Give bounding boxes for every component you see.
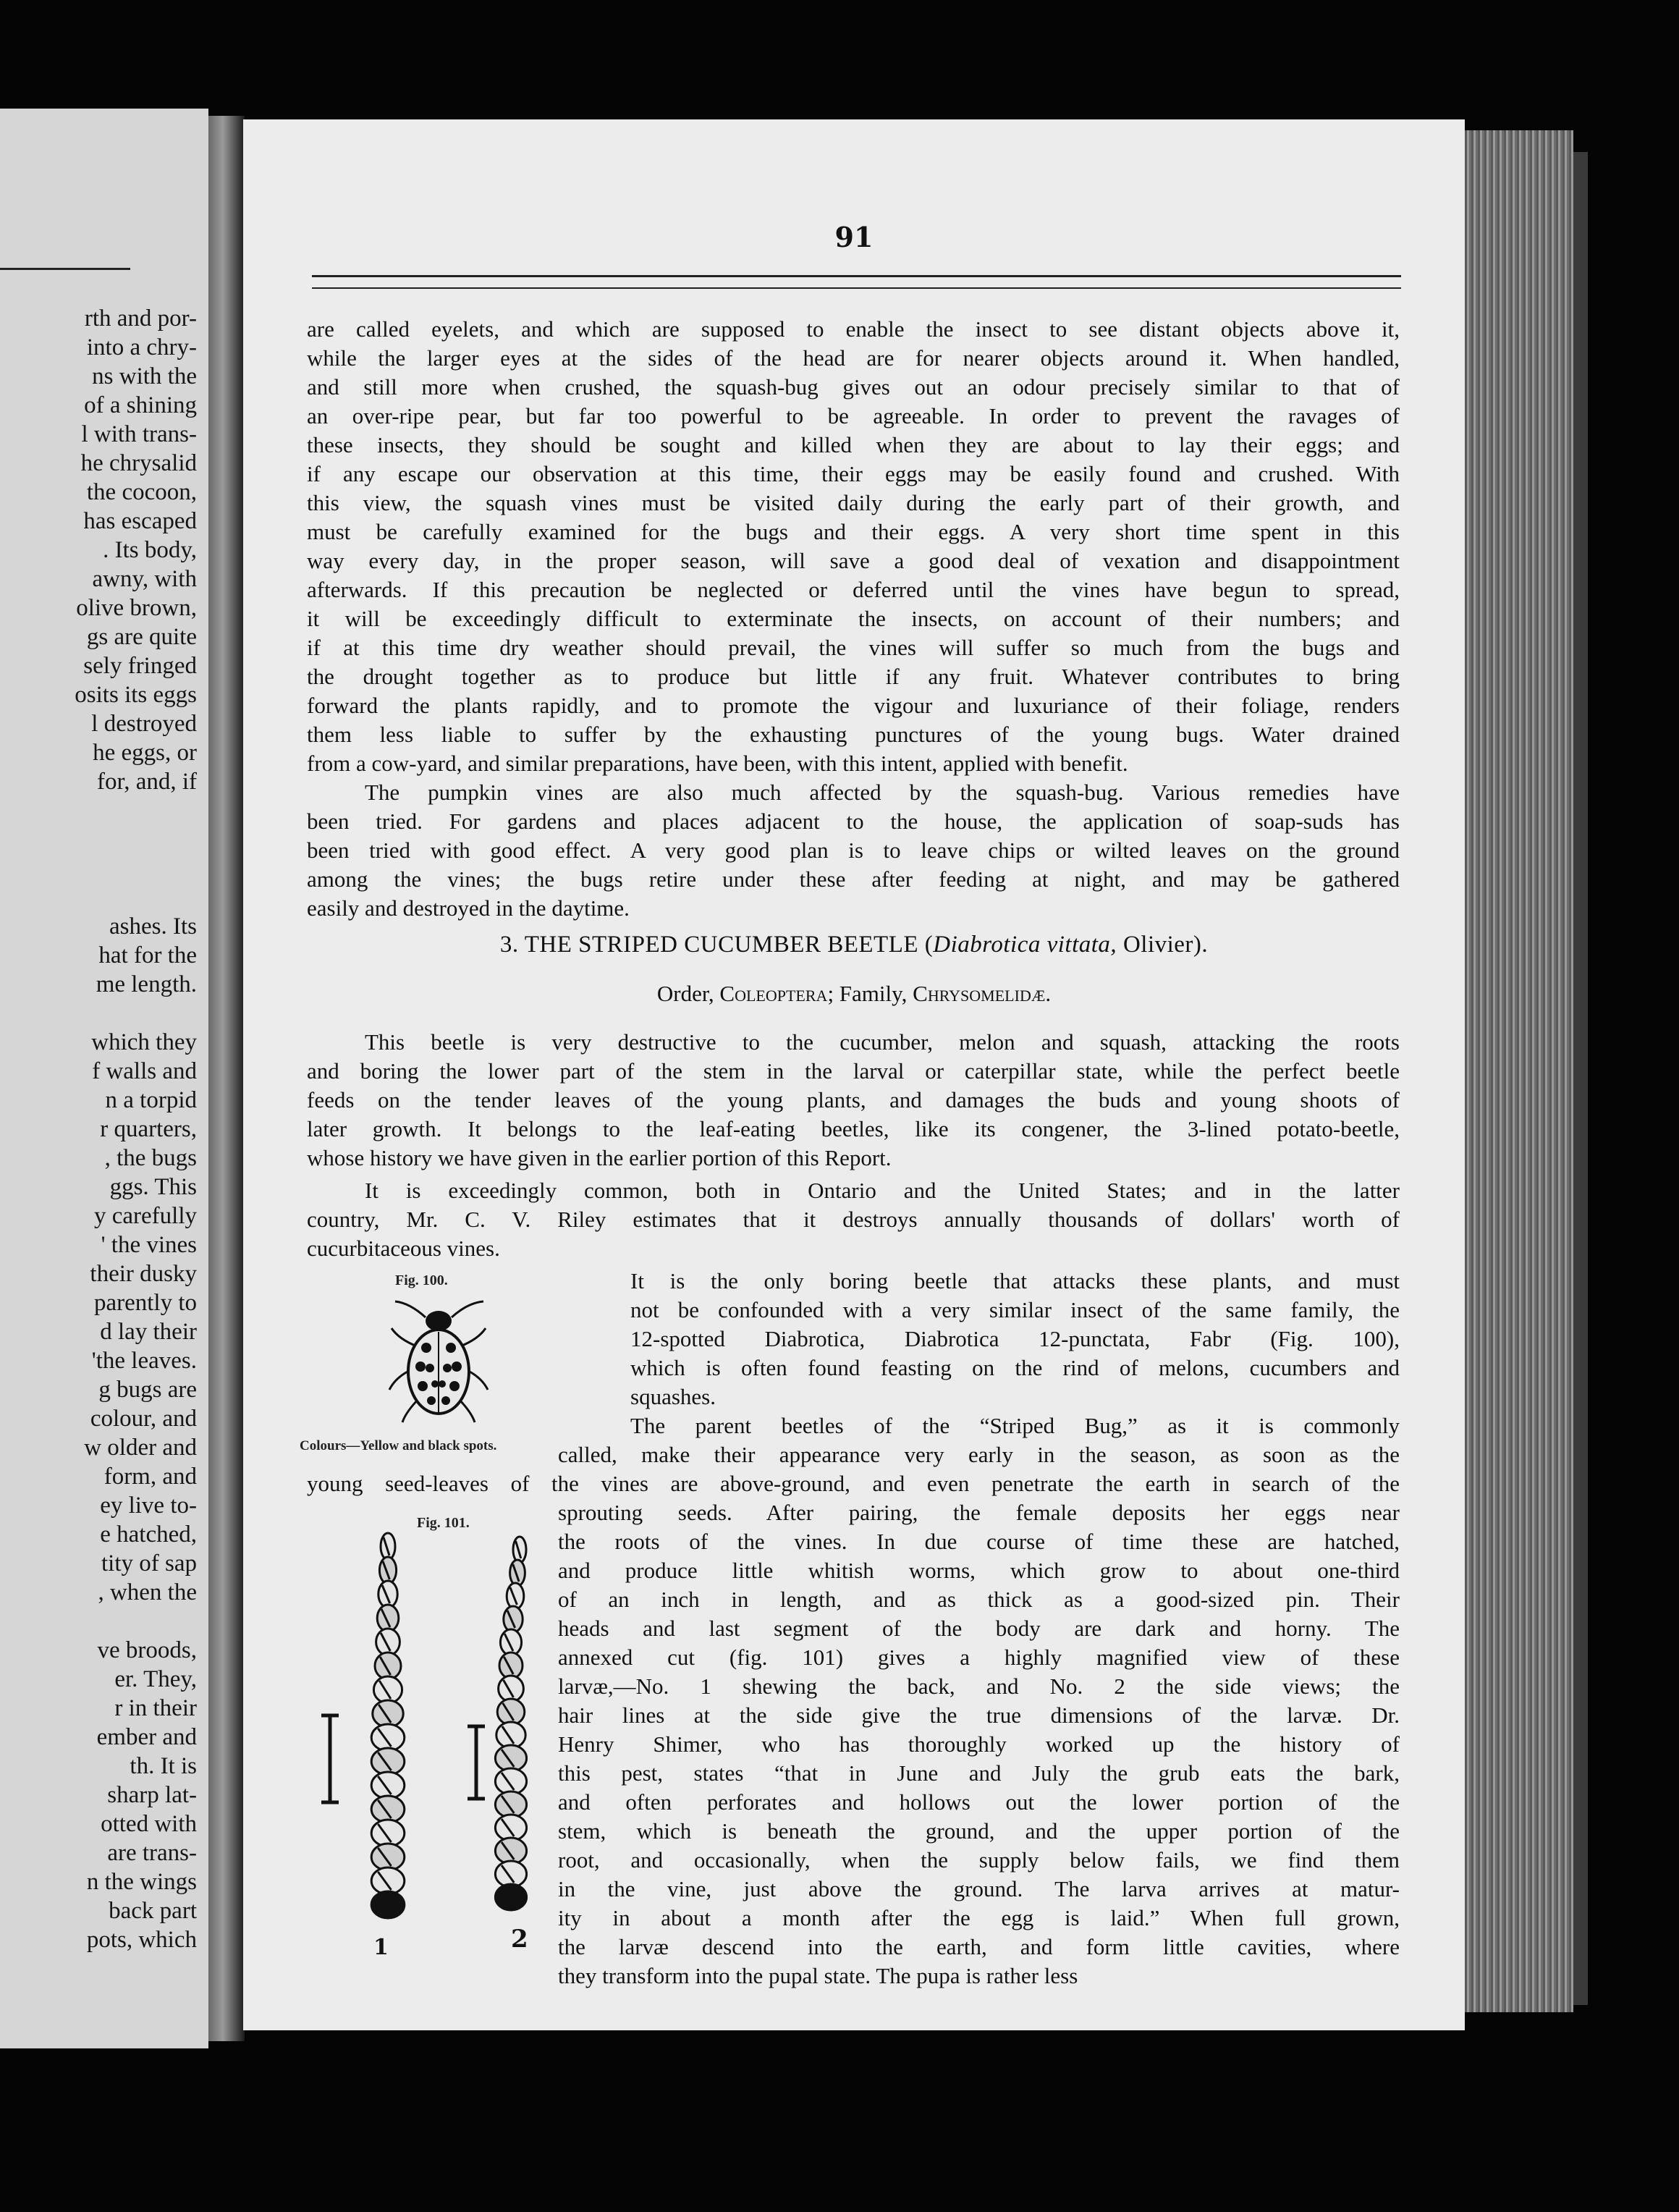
left-page-line: g bugs are (98, 1377, 197, 1403)
text-line: called, make their appearance very early in the season, as soon as the (558, 1442, 1400, 1467)
left-page-line: ns with the (92, 363, 197, 389)
left-page-line: r quarters, (100, 1116, 197, 1142)
text-line: in the vine, just above the ground. The larva arrives at matur- (558, 1876, 1400, 1901)
text-line: larvæ,—No. 1 shewing the back, and No. 2 the side views; the (558, 1673, 1400, 1699)
order-name: Coleoptera (719, 981, 828, 1006)
larva-segment (507, 1583, 524, 1609)
paragraph-prevalence (307, 1176, 1400, 1263)
left-page-line: ey live to- (100, 1493, 197, 1519)
larva-segment (373, 1676, 402, 1703)
text-line: it will be exceedingly difficult to exterminate the insects, on account of their numbers; and (307, 606, 1400, 631)
text-line: hair lines at the side give the true dimensions of the larvæ. Dr. (558, 1702, 1400, 1728)
left-page-line: otted with (101, 1811, 197, 1837)
larva-segment (371, 1772, 405, 1799)
left-page-line: ggs. This (109, 1174, 197, 1200)
fig-100-caption: Colours—Yellow and black spots. (300, 1438, 497, 1453)
left-page-line: olive brown, (76, 595, 197, 621)
larva-segment (378, 1581, 397, 1608)
left-page-line: l with trans- (81, 421, 197, 447)
text-line: and boring the lower part of the stem in the larval or caterpillar state, while the perfect beetle (307, 1058, 1400, 1084)
text-line: this pest, states “that in June and July the grub eats the bark, (558, 1760, 1400, 1786)
text-line: been tried. For gardens and places adjacent to the house, the application of soap-suds has (307, 809, 1400, 834)
left-page-line: er. They, (114, 1666, 197, 1692)
left-page-line: back part (102, 1898, 197, 1924)
family-name: Chrysomelidæ. (913, 981, 1052, 1006)
left-page-line: form, and (98, 1464, 197, 1490)
larva-segment (371, 1844, 405, 1870)
paragraph-parent-beetles-wide (558, 1440, 1400, 1469)
text-line: sprouting seeds. After pairing, the female deposits her eggs near (558, 1500, 1400, 1525)
left-page-line (0, 796, 197, 825)
larva-segment (373, 1700, 403, 1727)
text-line: and still more when crushed, the squash-bug gives out an odour precisely similar to that of (307, 374, 1400, 400)
left-page-line (0, 825, 197, 854)
larva-segment (376, 1629, 400, 1655)
text-line: of an inch in length, and as thick as a good-sized pin. Their (558, 1587, 1400, 1612)
left-page-line: he chrysalid (80, 450, 197, 476)
text-line: are called eyelets, and which are supposed to enable the insect to see distant objects above it, (307, 316, 1400, 342)
left-page-line (0, 854, 197, 883)
text-line: forward the plants rapidly, and to promote the vigour and luxuriance of their foliage, renders (307, 693, 1400, 718)
left-page-text (0, 304, 197, 1954)
paragraph-larvae-development (558, 1498, 1400, 1991)
left-page-line: parently to (93, 1290, 197, 1316)
fig-100-label: Fig. 100. (395, 1272, 448, 1288)
left-page-line (0, 883, 197, 912)
text-line: among the vines; the bugs retire under these after feeding at night, and may be gathered (307, 866, 1400, 892)
page-91 (243, 119, 1465, 2030)
text-line: young seed-leaves of the vines are above-ground, and even penetrate the earth in search of the (307, 1471, 1400, 1496)
left-page-line: e hatched, (100, 1521, 197, 1548)
left-page-line: , the bugs (104, 1145, 197, 1171)
fig-101-number-2: 2 (511, 1925, 528, 1954)
left-page-line: for, and, if (90, 769, 197, 795)
left-page-line: rth and por- (84, 305, 197, 332)
text-line: if any escape our observation at this time, their eggs may be easily found and crushed. With (307, 461, 1400, 486)
text-line: the roots of the vines. In due course of time these are hatched, (558, 1529, 1400, 1554)
text-line: It is the only boring beetle that attacks these plants, and must (630, 1268, 1400, 1293)
larva-segment (371, 1867, 405, 1894)
left-page-line (0, 1607, 197, 1636)
family-label: ; Family, (827, 981, 913, 1006)
larva-segment (377, 1605, 399, 1631)
text-line: and produce little whitish worms, which grow to about one-third (558, 1558, 1400, 1583)
text-line: they transform into the pupal state. The pupa is rather less (558, 1963, 1078, 1988)
larva-segment (371, 1820, 405, 1846)
text-line: while the larger eyes at the sides of the head are for nearer objects around it. When handled, (307, 345, 1400, 371)
text-line: afterwards. If this precaution be neglected or deferred until the vines have begun to spread, (307, 577, 1400, 602)
text-line: not be confounded with a very similar insect of the same family, the (630, 1297, 1400, 1322)
larva-segment (504, 1606, 523, 1632)
spotted-beetle-illustration (381, 1296, 496, 1426)
fig-101-number-1: 1 (373, 1935, 389, 1960)
text-line: cucurbitaceous vines. (307, 1236, 500, 1261)
text-line: an over-ripe pear, but far too powerful to be agreeable. In order to prevent the ravages of (307, 403, 1400, 429)
text-line: way every day, in the proper season, will save a good deal of vexation and disappointment (307, 548, 1400, 573)
text-line: The pumpkin vines are also much affected by the squash-bug. Various remedies have (365, 780, 1400, 805)
paragraph-beetle-description (307, 1028, 1400, 1173)
larva-segment (371, 1724, 405, 1751)
left-page-line: n the wings (86, 1869, 197, 1895)
text-line: ity in about a month after the egg is laid.” When full grown, (558, 1905, 1400, 1930)
text-line: whose history we have given in the earlier portion of this Report. (307, 1145, 892, 1170)
left-page-line: y carefully (93, 1203, 197, 1229)
paragraph-parent-beetles-wide2 (307, 1469, 1400, 1498)
left-page-line: ashes. Its (109, 913, 197, 940)
larva-segment (371, 1796, 405, 1823)
paragraph-parent-beetles-first (630, 1411, 1400, 1440)
left-page-line: tity of sap (101, 1550, 197, 1576)
book-cover-edge (1573, 152, 1588, 2005)
left-page-line: has escaped (83, 508, 197, 534)
larva-segment (381, 1533, 395, 1560)
left-page-line: l destroyed (91, 711, 197, 737)
left-page-rule (0, 268, 130, 270)
heading-title: 3. THE STRIPED CUCUMBER BEETLE ( (499, 932, 934, 958)
left-page-line: n a torpid (105, 1087, 197, 1113)
larva-segment (371, 1748, 405, 1775)
larvae-illustration (294, 1527, 554, 1962)
left-page-line: f walls and (92, 1058, 197, 1084)
left-page-line: me length. (96, 971, 197, 997)
text-line: easily and destroyed in the daytime. (307, 895, 630, 921)
left-page-line: into a chry- (86, 334, 197, 360)
text-line: 12-spotted Diabrotica, Diabrotica 12-punctata, Fabr (Fig. 100), (630, 1326, 1400, 1351)
left-page-line: the cocoon, (80, 479, 197, 505)
left-page-line: sely fringed (83, 653, 197, 679)
text-line: them less liable to suffer by the exhausting punctures of the young bugs. Water drained (307, 722, 1400, 747)
text-line: the drought together as to produce but little if any fruit. Whatever contributes to bring (307, 664, 1400, 689)
text-line: stem, which is beneath the ground, and the upper portion of the (558, 1818, 1400, 1844)
text-line: the larvæ descend into the earth, and form little cavities, where (558, 1934, 1400, 1959)
text-line: country, Mr. C. V. Riley estimates that it destroys annually thousands of dollars' worth of (307, 1207, 1400, 1232)
section-heading (243, 932, 1465, 958)
left-page-line: d lay their (100, 1319, 197, 1345)
heading-author: Olivier). (1117, 932, 1209, 958)
left-page-line: r in their (114, 1695, 197, 1721)
text-line: Henry Shimer, who has thoroughly worked up the history of (558, 1731, 1400, 1757)
left-page-line (0, 999, 197, 1028)
text-line: later growth. It belongs to the leaf-eating beetles, like its congener, the 3-lined potato-beetle, (307, 1116, 1400, 1141)
order-label: Order, (656, 981, 720, 1006)
larva-segment (513, 1537, 526, 1563)
left-page-line: pots, which (86, 1927, 197, 1953)
left-page-line: which they (91, 1029, 197, 1055)
left-page-line: th. It is (130, 1753, 197, 1779)
left-page-line: their dusky (90, 1261, 197, 1287)
left-page-line: ve broods, (97, 1637, 197, 1663)
text-line: this view, the squash vines must be visited daily during the early part of their growth, and (307, 490, 1400, 515)
text-line: been tried with good effect. A very good plan is to leave chips or wilted leaves on the ground (307, 837, 1400, 863)
left-page-line: colour, and (90, 1406, 197, 1432)
left-page-line: . Its body, (103, 537, 197, 563)
left-page-line: sharp lat- (101, 1782, 197, 1808)
left-page-line: gs are quite (86, 624, 197, 650)
text-line: must be carefully examined for the bugs and their eggs. A very short time spent in this (307, 519, 1400, 544)
larva-segment (375, 1652, 401, 1679)
left-page-line: ember and (96, 1724, 197, 1750)
text-line: The parent beetles of the “Striped Bug,” as it is commonly (630, 1413, 1400, 1438)
text-line: root, and occasionally, when the supply below fails, we find them (558, 1847, 1400, 1873)
text-line: heads and last segment of the body are dark and horny. The (558, 1616, 1400, 1641)
order-family-line (243, 981, 1465, 1007)
left-page-line: osits its eggs (75, 682, 197, 708)
left-page-line: awny, with (92, 566, 197, 592)
text-line: these insects, they should be sought and killed when they are about to lay their eggs; and (307, 432, 1400, 457)
text-line: if at this time dry weather should prevail, the vines will suffer so much from the bugs and (307, 635, 1400, 660)
text-line: squashes. (630, 1384, 716, 1409)
larva-segment (510, 1560, 525, 1586)
larva-segment (495, 1884, 526, 1910)
page-stack-edges (1465, 130, 1573, 2012)
larva-segment (379, 1557, 396, 1584)
left-page-line: of a shining (84, 392, 197, 418)
header-rule (312, 275, 1401, 289)
larva-segment (371, 1891, 405, 1918)
paragraph-pumpkin-vines (307, 778, 1400, 923)
left-page-line: w older and (84, 1435, 197, 1461)
heading-latin-name: Diabrotica vittata, (933, 932, 1117, 958)
text-line: and often perforates and hollows out the lower portion of the (558, 1789, 1400, 1815)
text-line: from a cow-yard, and similar preparations, have been, with this intent, applied with benefit. (307, 751, 1128, 776)
page-number: 91 (834, 221, 874, 253)
book-gutter (208, 116, 245, 2041)
left-page-line: he eggs, or (93, 740, 197, 766)
text-line: feeds on the tender leaves of the young plants, and damages the buds and young shoots of (307, 1087, 1400, 1113)
paragraph-squash-bug-control (307, 315, 1400, 778)
left-page-line: are trans- (101, 1840, 197, 1866)
left-page-line: , when the (98, 1579, 197, 1605)
left-page-line: hat for the (98, 942, 197, 968)
left-page-line: 'the leaves. (91, 1348, 197, 1374)
text-line: annexed cut (fig. 101) gives a highly magnified view of these (558, 1645, 1400, 1670)
paragraph-twelve-spotted (630, 1267, 1400, 1411)
left-page-line: ' the vines (101, 1232, 197, 1258)
left-page-edge (0, 109, 208, 2048)
text-line: It is exceedingly common, both in Ontario and the United States; and in the latter (365, 1178, 1400, 1203)
text-line: This beetle is very destructive to the cucumber, melon and squash, attacking the roots (365, 1029, 1400, 1055)
fig-101-label: Fig. 101. (417, 1515, 470, 1531)
text-line: which is often found feasting on the rind of melons, cucumbers and (630, 1355, 1400, 1380)
